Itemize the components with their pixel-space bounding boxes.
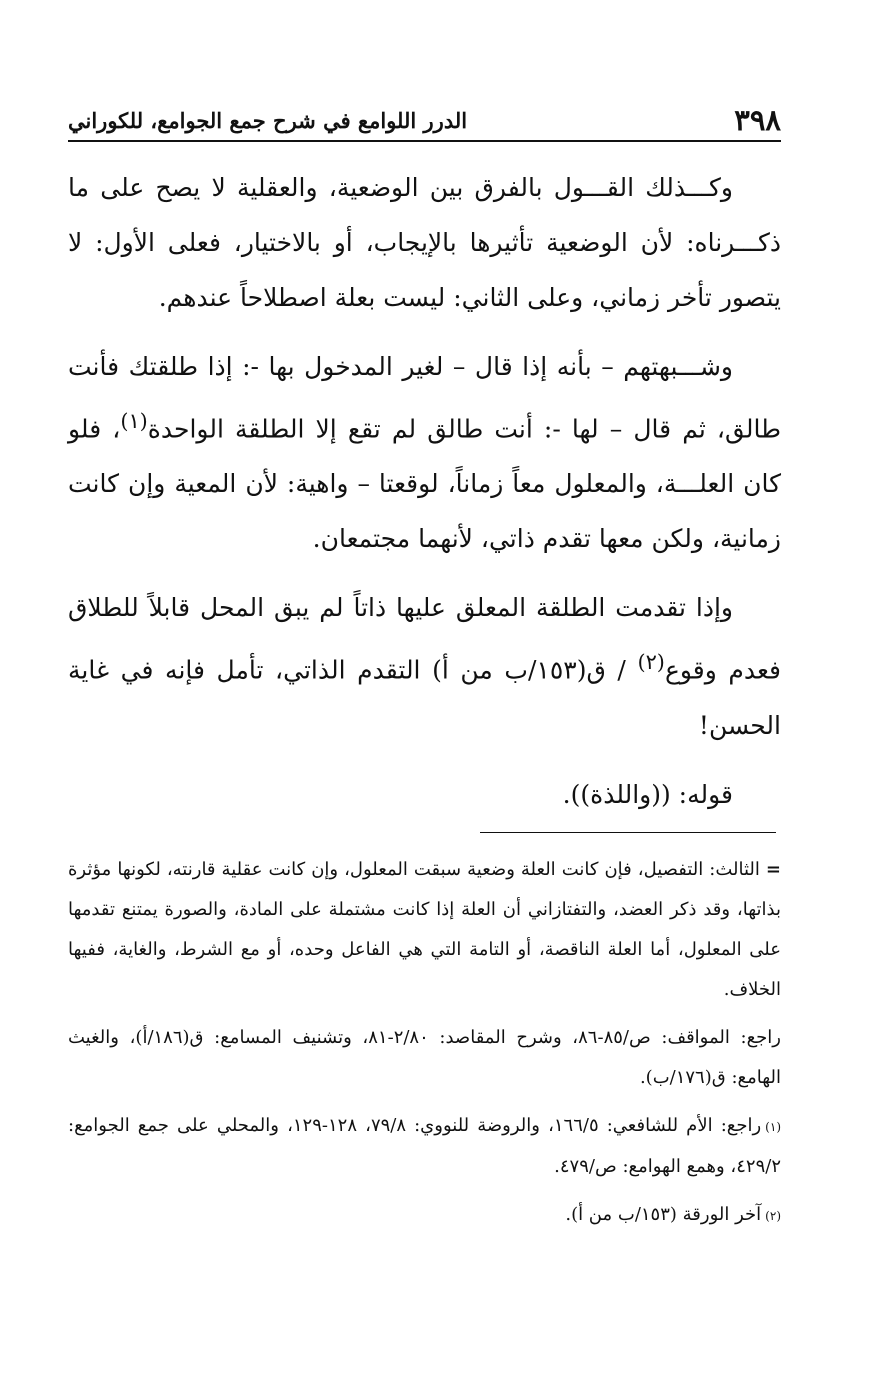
continuation-text: الثالث: التفصيل، فإن كانت العلة وضعية سبقت المعلول، وإن كانت عقلية قارنته، لكونها مؤثرة بذاتها، وقد ذكر العضد، والتفتازاني أن العلة إذا كانت مشتملة على المادة، والصورة يمتنع تقدمها على المعلول، أما العلة الناقصة، أو التامة التي هي الفاعل وحده، أو مع الشرط، والغاية، ففيها الخلاف.	[68, 859, 781, 1000]
footnote-1	[68, 1106, 781, 1187]
paragraph-1	[68, 160, 781, 325]
main-text	[68, 160, 781, 836]
footnote-1-marker: (١)	[120, 409, 148, 433]
quote-text: قوله: ((واللذة)).	[562, 779, 733, 809]
footnote-2-text: آخر الورقة (١٥٣/ب من أ).	[565, 1204, 762, 1225]
footnote-separator	[480, 832, 776, 833]
footnote-2	[68, 1195, 781, 1236]
footnote-1-number: (١)	[765, 1120, 781, 1134]
paragraph-1-text: وكـــذلك القـــول بالفرق بين الوضعية، والعقلية لا يصح على ما ذكـــرناه: لأن الوضعية تأثيرها بالإيجاب، أو بالاختيار، فعلى الأول: لا يتصور تأخر زماني، وعلى الثاني: ليست بعلة اصطلاحاً عندهم.	[68, 173, 781, 312]
footnote-2-number: (٢)	[765, 1209, 781, 1223]
footnotes	[68, 850, 781, 1244]
continuation-reference-text: راجع: المواقف: ص/٨٥-٨٦، وشرح المقاصد: ٢/٨٠-٨١، وتشنيف المسامع: ق(١٨٦/أ)، والغيث الهامع: ق(١٧٦/ب).	[68, 1027, 781, 1088]
paragraph-3-text-a: وإذا تقدمت الطلقة المعلق عليها ذاتاً لم يبق المحل قابلاً للطلاق فعدم وقوع	[68, 593, 782, 685]
paragraph-3-text-b: / ق(١٥٣/ب من أ) التقدم الذاتي، تأمل فإنه في غاية الحسن!	[68, 655, 781, 740]
paragraph-2-text-a: وشـــبهتهم – بأنه إذا قال – لغير المدخول بها -: إذا طلقتك فأنت طالق، ثم قال – لها -: أنت طالق لم تقع إلا الطلقة الواحدة	[68, 352, 781, 444]
paragraph-3	[68, 580, 781, 752]
footnote-2-marker: (٢)	[637, 650, 665, 675]
page-header	[68, 100, 781, 142]
footnote-continuation	[68, 850, 781, 1010]
paragraph-2-text-b: ، فلو كان العلـــة، والمعلول معاً زماناً، لوقعتا – واهية: لأن المعية وإن كانت زمانية، ولكن معها تقدم ذاتي، لأنهما مجتمعان.	[68, 414, 781, 554]
running-title: الدرر اللوامع في شرح جمع الجوامع، للكوراني	[68, 107, 468, 133]
quote-line	[68, 767, 781, 822]
page-number: ٣٩٨	[734, 103, 781, 137]
continuation-mark: =	[765, 859, 781, 880]
paragraph-2	[68, 339, 781, 566]
footnote-continuation-reference	[68, 1018, 781, 1098]
footnote-1-text: راجع: الأم للشافعي: ١٦٦/٥، والروضة للنووي: ٧٩/٨، ١٢٨-١٢٩، والمحلي على جمع الجوامع: ٤٢٩/٢، وهمع الهوامع: ص/٤٧٩.	[68, 1115, 781, 1177]
